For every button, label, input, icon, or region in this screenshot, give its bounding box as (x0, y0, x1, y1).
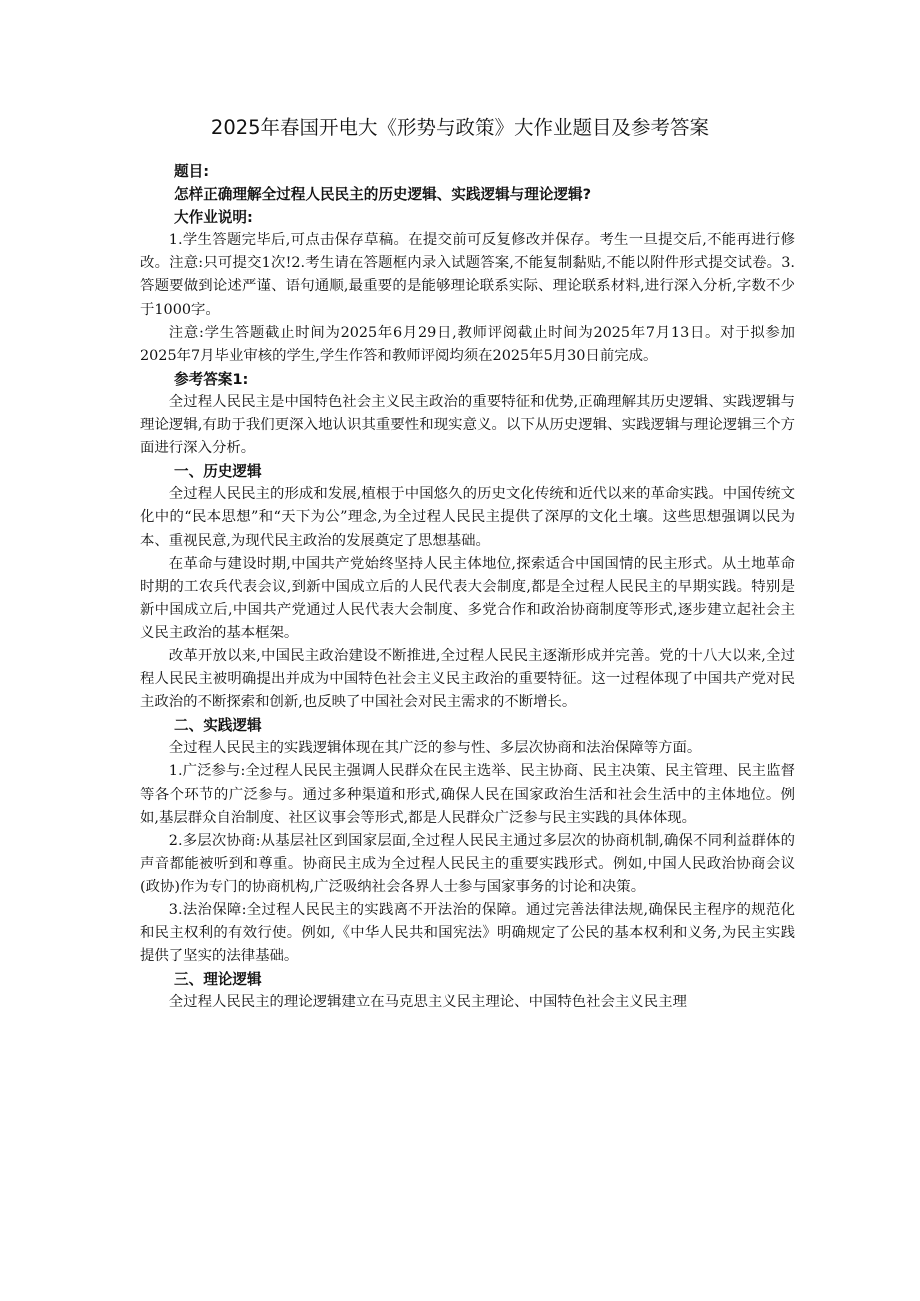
section-heading-history: 一、历史逻辑 (174, 463, 262, 481)
history-paragraph-3: 改革开放以来,中国民主政治建设不断推进,全过程人民民主逐渐形成并完善。党的十八大以来,全过程人民民主被明确提出并成为中国特色社会主义民主政治的重要特征。这一过程体现了中国共产党对民主政治的不断探索和创新,也反映了中国社会对民主需求的不断增长。 (140, 647, 795, 711)
practice-item-2: 2.多层次协商:从基层社区到国家层面,全过程人民民主通过多层次的协商机制,确保不同利益群体的声音都能被听到和尊重。协商民主成为全过程人民民主的重要实践形式。例如,中国人民政治协商会议(政协)作为专门的协商机构,广泛吸纳社会各界人士参与国家事务的讨论和决策。 (140, 832, 795, 895)
practice-intro: 全过程人民民主的实践逻辑体现在其广泛的参与性、多层次协商和法治保障等方面。 (168, 740, 702, 757)
practice-item-3: 3.法治保障:全过程人民民主的实践离不开法治的保障。通过完善法律法规,确保民主程序的规范化和民主权利的有效行使。例如,《中华人民共和国宪法》明确规定了公民的基本权利和义务,为民主实践提供了坚实的法律基础。 (140, 902, 795, 965)
answer-label: 参考答案1: (174, 370, 249, 388)
topic-label: 题目: (174, 163, 210, 180)
section-heading-practice: 二、实践逻辑 (174, 717, 262, 735)
practice-item-1: 1.广泛参与:全过程人民民主强调人民群众在民主选举、民主协商、民主决策、民主管理、民主监督等各个环节的广泛参与。通过多种渠道和形式,确保人民在国家政治生活和社会生活中的主体地位。例如,基层群众自治制度、社区议事会等形式,都是人民群众广泛参与民主实践的具体体现。 (140, 763, 795, 826)
history-paragraph-2: 在革命与建设时期,中国共产党始终坚持人民主体地位,探索适合中国国情的民主形式。从土地革命时期的工农兵代表会议,到新中国成立后的人民代表大会制度,都是全过程人民民主的早期实践。特别是新中国成立后,中国共产党通过人民代表大会制度、多党合作和政治协商制度等形式,逐步建立起社会主义民主政治的基本框架。 (140, 555, 795, 641)
answer-intro: 全过程人民民主是中国特色社会主义民主政治的重要特征和优势,正确理解其历史逻辑、实践逻辑与理论逻辑,有助于我们更深入地认识其重要性和现实意义。以下从历史逻辑、实践逻辑与理论逻辑三个方面进行深入分析。 (140, 393, 795, 457)
instructions-text: 1.学生答题完毕后,可点击保存草稿。在提交前可反复修改并保存。考生一旦提交后,不能再进行修改。注意:只可提交1次!2.考生请在答题框内录入试题答案,不能复制黏贴,不能以附件形式提交试卷。3.答题要做到论述严谨、语句通顺,最重要的是能够理论联系实际、理论联系材料,进行深入分析,字数不少于1000字。 (140, 232, 795, 318)
document-body (140, 160, 795, 1014)
document-title: 2025年春国开电大《形势与政策》大作业题目及参考答案 (210, 116, 710, 139)
history-paragraph-1: 全过程人民民主的形成和发展,植根于中国悠久的历史文化传统和近代以来的革命实践。中国传统文化中的“民本思想”和“天下为公”理念,为全过程人民民主提供了深厚的文化土壤。这些思想强调以民为本、重视民意,为现代民主政治的发展奠定了思想基础。 (140, 486, 795, 549)
deadline-note: 注意:学生答题截止时间为2025年6月29日,教师评阅截止时间为2025年7月13日。对于拟参加2025年7月毕业审核的学生,学生作答和教师评阅均须在2025年5月30日前完成。 (140, 324, 795, 364)
instructions-label: 大作业说明: (174, 209, 253, 227)
question-text: 怎样正确理解全过程人民民主的历史逻辑、实践逻辑与理论逻辑? (174, 186, 592, 204)
section-heading-theory: 三、理论逻辑 (174, 971, 262, 989)
theory-paragraph-1: 全过程人民民主的理论逻辑建立在马克思主义民主理论、中国特色社会主义民主理 (168, 994, 687, 1011)
